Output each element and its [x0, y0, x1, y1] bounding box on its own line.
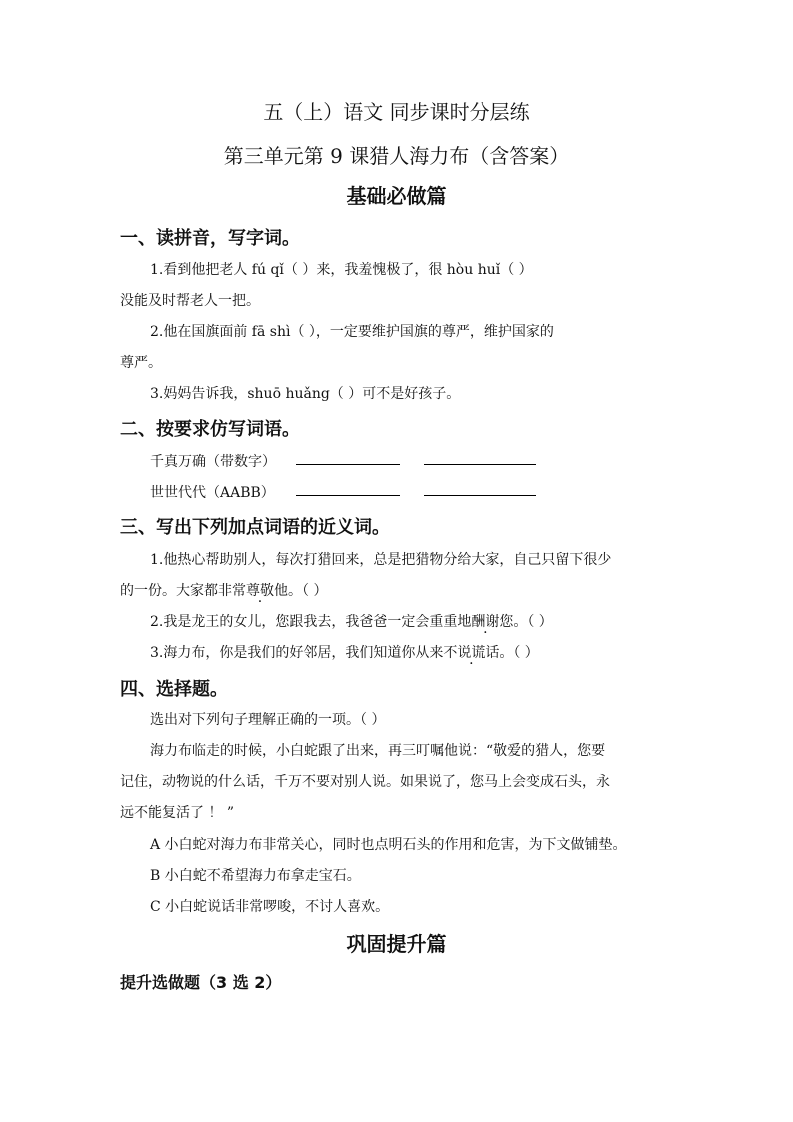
s1-q2-line1: 2.他在国旗面前 fā shì（ ），一定要维护国旗的尊严，维护国家的 [150, 324, 554, 340]
s3-q1-line1: 1.他热心帮助别人，每次打猎回来，总是把猎物分给大家，自己只留下很少 [150, 552, 612, 568]
s1-q1-line2: 没能及时帮老人一把。 [120, 293, 260, 309]
s3-q3-dotted-word: 说谎 [457, 645, 486, 661]
s3-q3-answer: 话。（ ） [485, 645, 539, 661]
section3-title: 三、写出下列加点词语的近义词。 [120, 517, 390, 538]
s4-option-a: A 小白蛇对海力布非常关心，同时也点明石头的作用和危害，为下文做铺垫。 [150, 837, 627, 853]
section5-sub: 提升选做题（3 选 2） [120, 973, 282, 992]
section4-title: 四、选择题。 [120, 679, 228, 700]
s4-option-c: C 小白蛇说话非常啰唆，不讨人喜欢。 [150, 899, 390, 915]
s2-row1-label: 千真万确（带数字） [150, 454, 276, 470]
s3-q3-text: 3.海力布，你是我们的好邻居，我们知道你从来不 [150, 645, 458, 661]
s1-q1-line1: 1.看到他把老人 fú qǐ（ ）来，我羞愧极了，很 hòu huǐ（ ） [150, 262, 533, 278]
doc-title: 五（上）语文 同步课时分层练 [263, 100, 530, 124]
s1-q3: 3.妈妈告诉我，shuō huǎng（ ）可不是好孩子。 [150, 386, 461, 402]
s1-q2-line2: 尊严。 [120, 355, 162, 371]
s3-q1-text: 的一份。大家都非常 [120, 583, 246, 599]
s2-row1-blank2[interactable] [424, 464, 536, 465]
s3-q1-line2 [120, 580, 327, 600]
section-heading-basic: 基础必做篇 [346, 184, 447, 208]
s3-q1-dotted-word: 尊敬 [246, 583, 274, 599]
s3-q3 [150, 642, 539, 662]
s4-quote-line3: 远不能复活了 ！ ” [120, 805, 235, 821]
s4-quote-line2: 记住，动物说的什么话，千万不要对别人说。如果说了，您马上会变成石头，永 [120, 774, 610, 790]
doc-subtitle: 第三单元第 9 课猎人海力布（含答案） [223, 144, 570, 168]
s3-q2-answer: 您。（ ） [499, 614, 553, 630]
s3-q2-dotted-word: 酬谢 [471, 614, 500, 630]
s3-q2-text: 2.我是龙王的女儿，您跟我去，我爸爸一定会重重地 [150, 614, 472, 630]
section1-title: 一、读拼音，写字词。 [120, 228, 300, 249]
s2-row2-blank2[interactable] [424, 495, 536, 496]
s2-row1-blank1[interactable] [296, 464, 400, 465]
s2-row2-blank1[interactable] [296, 495, 400, 496]
s3-q2 [150, 611, 553, 631]
s2-row2-label: 世世代代（AABB） [150, 485, 275, 501]
s4-option-b: B 小白蛇不希望海力布拿走宝石。 [150, 868, 361, 884]
s3-q1-answer: 他。（ ） [274, 583, 328, 599]
section2-title: 二、按要求仿写词语。 [120, 419, 300, 440]
section-heading-advanced: 巩固提升篇 [346, 932, 447, 956]
s4-prompt: 选出对下列句子理解正确的一项。（ ） [150, 712, 386, 728]
s4-quote-line1: 海力布临走的时候，小白蛇跟了出来，再三叮嘱他说：“敬爱的猎人，您要 [150, 743, 606, 759]
